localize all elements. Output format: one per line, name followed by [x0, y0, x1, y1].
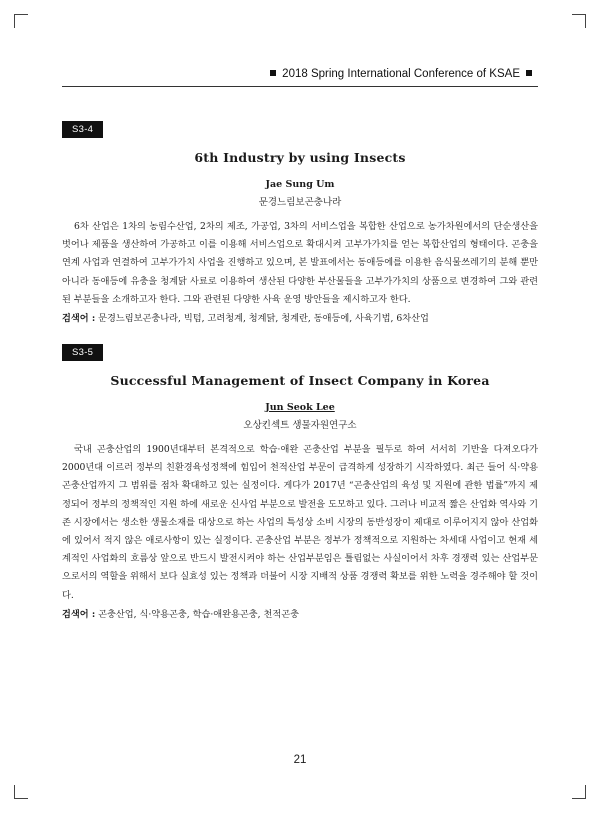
keywords-list: 문경느림보곤충나라, 빅텀, 고려청계, 청계닭, 청계란, 동애등에, 사육기법, 6차산업 — [95, 313, 429, 325]
abstract-s3-5 — [62, 340, 538, 624]
author-affiliation: 오상킨섹트 생물자원연구소 — [243, 420, 357, 431]
square-bullet-icon — [270, 70, 276, 76]
abstract-s3-4 — [62, 117, 538, 328]
session-tag: S3-5 — [62, 344, 103, 361]
session-tag: S3-4 — [62, 121, 103, 138]
abstract-title: 6th Industry by using Insects — [194, 150, 406, 165]
square-bullet-icon — [526, 70, 532, 76]
author-name: Jun Seok Lee — [265, 402, 335, 413]
keywords — [62, 310, 538, 328]
header-text: 2018 Spring International Conference of KSAE — [282, 68, 520, 80]
keywords-label: 검색어 : — [62, 608, 96, 620]
keywords — [62, 606, 538, 624]
keywords-label: 검색어 : — [62, 313, 96, 325]
running-header — [62, 68, 538, 80]
abstract-body: 국내 곤충산업의 1900년대부터 본격적으로 학습·애완 곤충산업 부분을 필두로 하여 서서히 기반을 다져오다가 2000년대 이르러 정부의 친환경육성정책에 힘입어 천적산업 부문이 급격하게 성장하기 시작하였다. 최근 들어 식·약용 곤충산업까지 그 범위를 점차 확대하고 있는 실정이다. 게다가 2017년 “곤충산업의 육성 및 지원에 관한 법률”까지 제정되어 정부의 정책적인 지원 하에 새로운 신사업 부분으로 발전을 도모하고 있다. 그러나 비교적 짧은 산업화 역사와 기존 시장에서는 생소한 생물소재를 대상으로 하는 사업의 특성상 소비 시장의 동반성장이 제대로 이루어지지 않아 산업화에 있어서 적지 않은 애로사항이 있는 실정이다. 곤충산업 부분은 정부가 정책적으로 지원하는 차세대 사업이고 현재 세계적인 사업화의 흐름상 앞으로 반드시 발전시켜야 하는 산업부분임은 틀림없는 사실이어서 차후 경쟁력 있는 산업부문으로서의 역할을 위해서 보다 실효성 있는 정책과 더불어 시장 지배적 상품 경쟁력 확보를 위한 노력을 경주해야 할 것이다. — [62, 444, 538, 601]
author-name: Jae Sung Um — [265, 179, 335, 190]
page-number: 21 — [293, 754, 307, 766]
keywords-list: 곤충산업, 식·약용곤충, 학습·애완용곤충, 천적곤충 — [95, 608, 300, 620]
abstract-title: Successful Management of Insect Company in Korea — [110, 373, 490, 388]
author-affiliation: 문경느림보곤충나라 — [258, 197, 342, 208]
abstract-body: 6차 산업은 1차의 농림수산업, 2차의 제조, 가공업, 3차의 서비스업을 복합한 산업으로 농가차원에서의 단순생산을 벗어나 제품을 생산하여 가공하고 이를 이용해 서비스업으로 확대시켜 고부가가치를 얻는 복합산업의 형태이다. 곤충을 연계 사업과 연결하여 고부가가치 사업을 진행하고 있으며, 본 발표에서는 동애등에를 이용한 음식물쓰레기의 분해 뿐만 아니라 동애등에 유충을 청계닭 사료로 이용하여 생산된 다양한 부산물들을 고부가가치의 상품으로 변경하여 그와 관련된 부분들을 소개하고자 한다. 그와 관련된 다양한 사육 운영 방안들을 제시하고자 한다. — [62, 221, 538, 305]
header-rule — [62, 86, 538, 87]
